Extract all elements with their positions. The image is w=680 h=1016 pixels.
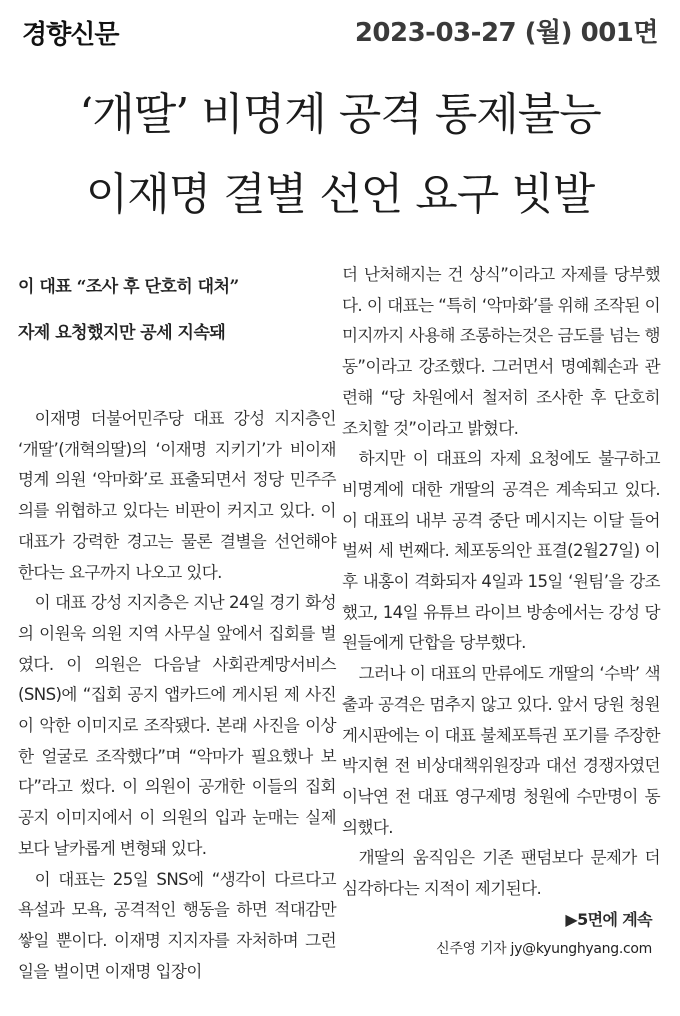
date-page-label: 2023-03-27 (월) 001면 <box>354 18 658 48</box>
paragraph: 더 난처해지는 건 상식”이라고 자제를 당부했다. 이 대표는 “특히 ‘악마화’를 위해 조작된 이미지까지 사용해 조롱하는것은 금도를 넘는 행동”이라고 강조했다. 그러면서 명예훼손과 관련해 “당 차원에서 철저히 조사한 후 단호히 조치할 것”이라고 밝혔다. <box>342 265 660 438</box>
article-column-left <box>18 260 336 987</box>
paragraph: 이 대표는 25일 SNS에 “생각이 다르다고 욕설과 모욕, 공격적인 행동을 하면 적대감만 쌓일 뿐이다. 이재명 지지자를 자처하며 그런 일을 벌이면 이재명 입장이 <box>18 869 336 981</box>
paragraph: 개딸의 움직임은 기존 팬덤보다 문제가 더 심각하다는 지적이 제기된다. <box>342 848 660 899</box>
continuation-note: ▶5면에 계속 <box>565 909 652 929</box>
subheadline-line-2: 자제 요청했지만 공세 지속돼 <box>18 323 226 343</box>
newspaper-name: 경향신문 <box>22 20 119 50</box>
paragraph: 하지만 이 대표의 자제 요청에도 불구하고 비명계에 대한 개딸의 공격은 계속되고 있다. 이 대표의 내부 공격 중단 메시지는 이달 들어 벌써 세 번째다. 체포동의안 표결(2월27일) 이후 내홍이 격화되자 4일과 15일 ‘원팀’을 강조했고, 14일 유튜브 라이브 방송에서는 강성 당원들에게 단합을 당부했다. <box>342 449 660 653</box>
article-column-right <box>342 260 660 963</box>
reporter-email: jy@kyunghyang.com <box>510 940 652 957</box>
paragraph: 이재명 더불어민주당 대표 강성 지지층인 ‘개딸’(개혁의딸)의 ‘이재명 지키기’가 비이재명계 의원 ‘악마화’로 표출되면서 정당 민주주의를 위협하고 있다는 비판이 커지고 있다. 이 대표가 강력한 경고는 물론 결별을 선언해야 한다는 요구까지 나오고 있다. <box>18 409 336 582</box>
paragraph: 이 대표 강성 지지층은 지난 24일 경기 화성의 이원욱 의원 지역 사무실 앞에서 집회를 벌였다. 이 의원은 다음날 사회관계망서비스(SNS)에 “집회 공지 앱카드에 게시된 제 사진이 악한 이미지로 조작됐다. 본래 사진을 이상한 얼굴로 조작했다”며 “악마가 필요했나 보다”라고 썼다. 이 의원이 공개한 이들의 집회 공지 이미지에서 이 의원의 입과 눈매는 실제보다 날카롭게 변형돼 있다. <box>18 593 336 858</box>
reporter-name: 신주영 기자 <box>436 940 507 957</box>
headline-line-1: ‘개딸’ 비명계 공격 통제불능 <box>79 89 601 140</box>
paragraph: 그러나 이 대표의 만류에도 개딸의 ‘수박’ 색출과 공격은 멈추지 않고 있다. 앞서 당원 청원 게시판에는 이 대표 불체포특권 포기를 주장한 박지현 전 비상대책위원장과 대선 경쟁자였던 이낙연 전 대표 영구제명 청원에 수만명이 동의했다. <box>342 664 660 837</box>
headline-line-2: 이재명 결별 선언 요구 빗발 <box>85 169 595 220</box>
byline <box>342 935 660 963</box>
masthead <box>0 0 680 60</box>
subheadline-line-1: 이 대표 “조사 후 단호히 대처” <box>18 277 239 297</box>
